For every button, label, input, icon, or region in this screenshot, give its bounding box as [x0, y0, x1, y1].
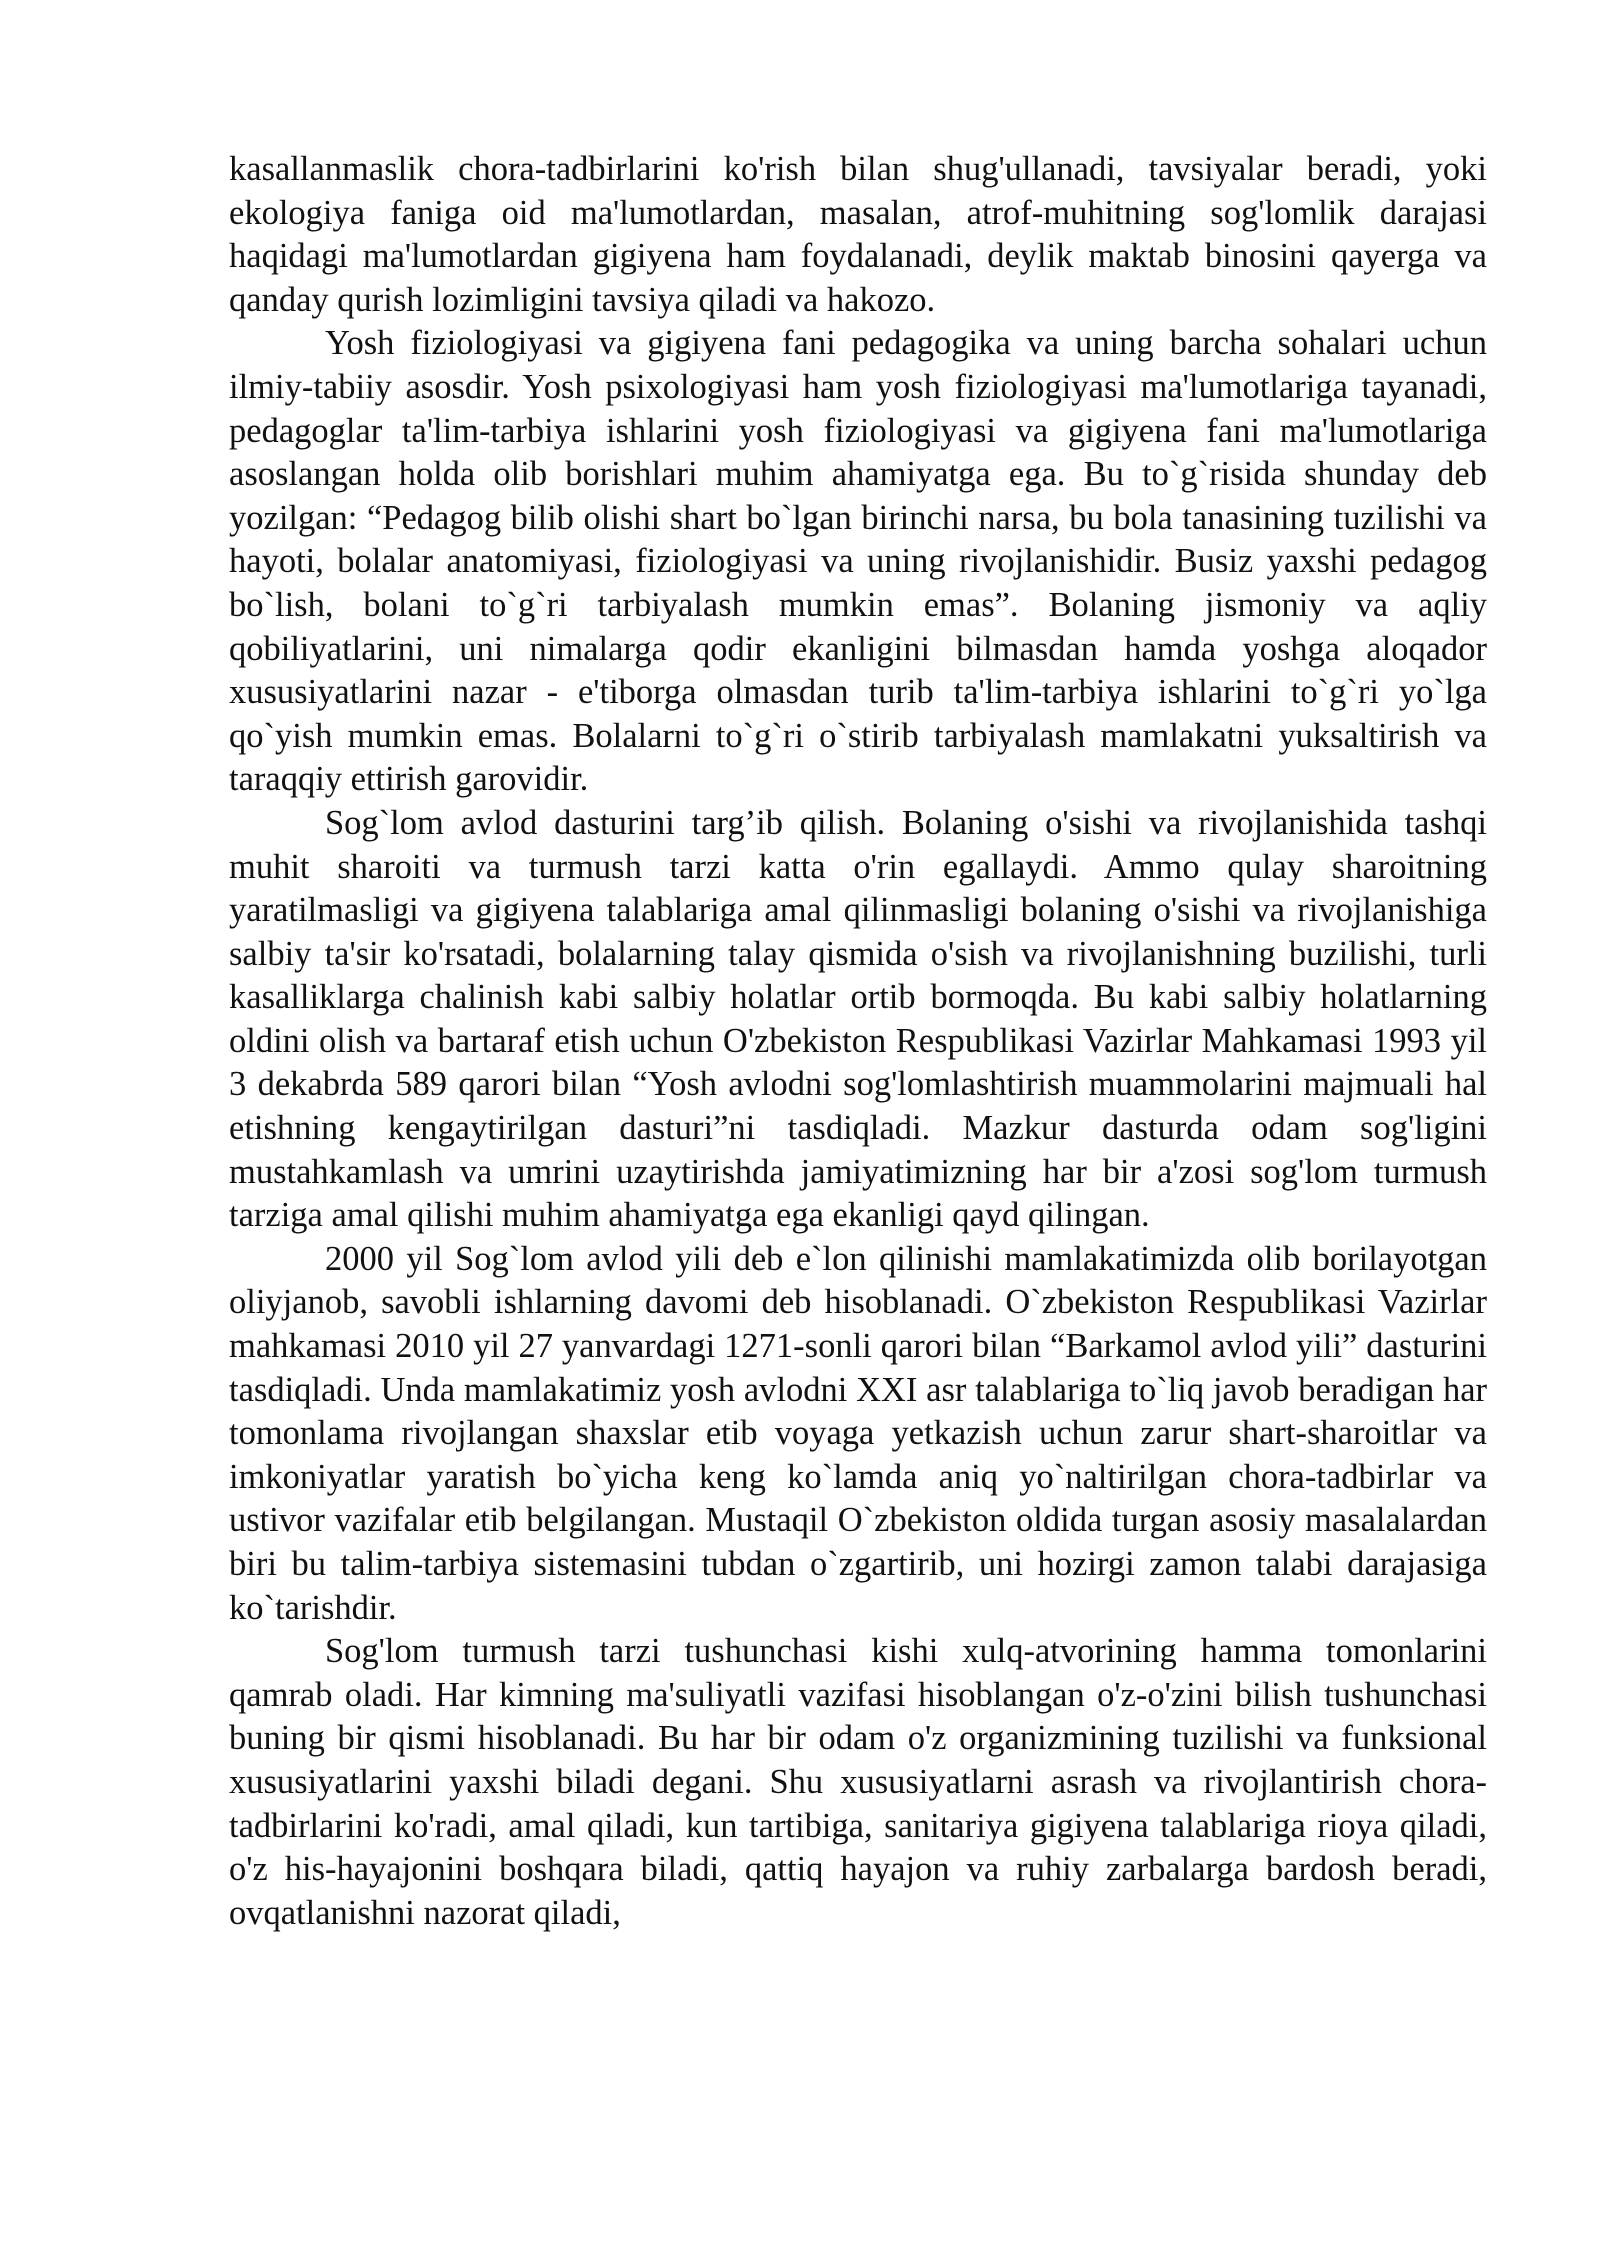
paragraph-yosh-fiziologiyasi: Yosh fiziologiyasi va gigiyena fani pedagogika va uning barcha sohalari uchun ilmiy-tabiiy asosdir. Yosh psixologiyasi ham yosh fiziologiyasi ma'lumotlariga tayanadi, pedagoglar ta'lim-tarbiya ishlarini yosh fiziologiyasi va gigiyena fani ma'lumotlariga asoslangan holda olib borishlari muhim ahamiyatga ega. Bu to`g`risida shunday deb yozilgan: “Pedagog bilib olishi shart bo`lgan birinchi narsa, bu bola tanasining tuzilishi va hayoti, bolalar anatomiyasi, fiziologiyasi va uning rivojlanishidir. Busiz yaxshi pedagog bo`lish, bolani to`g`ri tarbiyalash mumkin emas”. Bolaning jismoniy va aqliy qobiliyatlarini, uni nimalarga qodir ekanligini bilmasdan hamda yoshga aloqador xususiyatlarini nazar - e'tiborga olmasdan turib ta'lim-tarbiya ishlarini to`g`ri yo`lga qo`yish mumkin emas. Bolalarni to`g`ri o`stirib tarbiyalash mamlakatni yuksaltirish va taraqqiy ettirish garovidir.	[229, 324, 1487, 799]
paragraph-soglom-turmush-tarzi: Sog'lom turmush tarzi tushunchasi kishi xulq-atvorining hamma tomonlarini qamrab oladi. Har kimning ma'suliyatli vazifasi hisoblangan o'z-o'zini bilish tushunchasi buning bir qismi hisoblanadi. Bu har bir odam o'z organizmining tuzilishi va funksional xususiyatlarini yaxshi biladi degani. Shu xususiyatlarni asrash va rivojlantirish chora-tadbirlarini ko'radi, amal qiladi, kun tartibiga, sanitariya gigiyena talablariga rioya qiladi, o'z his-hayajonini boshqara biladi, qattiq hayajon va ruhiy zarbalarga bardosh beradi, ovqatlanishni nazorat qiladi,	[229, 1632, 1487, 1932]
document-body	[229, 148, 1487, 1935]
paragraph-2000-yil: 2000 yil Sog`lom avlod yili deb e`lon qilinishi mamlakatimizda olib borilayotgan oliyjanob, savobli ishlarning davomi deb hisoblanadi. O`zbekiston Respublikasi Vazirlar mahkamasi 2010 yil 27 yanvardagi 1271-sonli qarori bilan “Barkamol avlod yili” dasturini tasdiqladi. Unda mamlakatimiz yosh avlodni XXI asr talablariga to`liq javob beradigan har tomonlama rivojlangan shaxslar etib voyaga yetkazish uchun zarur shart-sharoitlar va imkoniyatlar yaratish bo`yicha keng ko`lamda aniq yo`naltirilgan chora-tadbirlar va ustivor vazifalar etib belgilangan. Mustaqil O`zbekiston oldida turgan asosiy masalalardan biri bu talim-tarbiya sistemasini tubdan o`zgartirib, uni hozirgi zamon talabi darajasiga ko`tarishdir.	[229, 1239, 1487, 1627]
paragraph-continuation: kasallanmaslik chora-tadbirlarini ko'rish bilan shug'ullanadi, tavsiyalar beradi, yoki ekologiya faniga oid ma'lumotlardan, masalan, atrof-muhitning sog'lomlik darajasi haqidagi ma'lumotlardan gigiyena ham foydalanadi, deylik maktab binosini qayerga va qanday qurish lozimligini tavsiya qiladi va hakozo.	[229, 150, 1487, 319]
paragraph-soglom-avlod-dasturi: Sog`lom avlod dasturini targ’ib qilish. Bolaning o'sishi va rivojlanishida tashqi muhit sharoiti va turmush tarzi katta o'rin egallaydi. Ammo qulay sharoitning yaratilmasligi va gigiyena talablariga amal qilinmasligi bolaning o'sishi va rivojlanishiga salbiy ta'sir ko'rsatadi, bolalarning talay qismida o'sish va rivojlanishning buzilishi, turli kasalliklarga chalinish kabi salbiy holatlar ortib bormoqda. Bu kabi salbiy holatlarning oldini olish va bartaraf etish uchun O'zbekiston Respublikasi Vazirlar Mahkamasi 1993 yil 3 dekabrda 589 qarori bilan “Yosh avlodni sog'lomlashtirish muammolarini majmuali hal etishning kengaytirilgan dasturi”ni tasdiqladi. Mazkur dasturda odam sog'ligini mustahkamlash va umrini uzaytirishda jamiyatimizning har bir a'zosi sog'lom turmush tarziga amal qilishi muhim ahamiyatga ega ekanligi qayd qilingan.	[229, 803, 1487, 1235]
